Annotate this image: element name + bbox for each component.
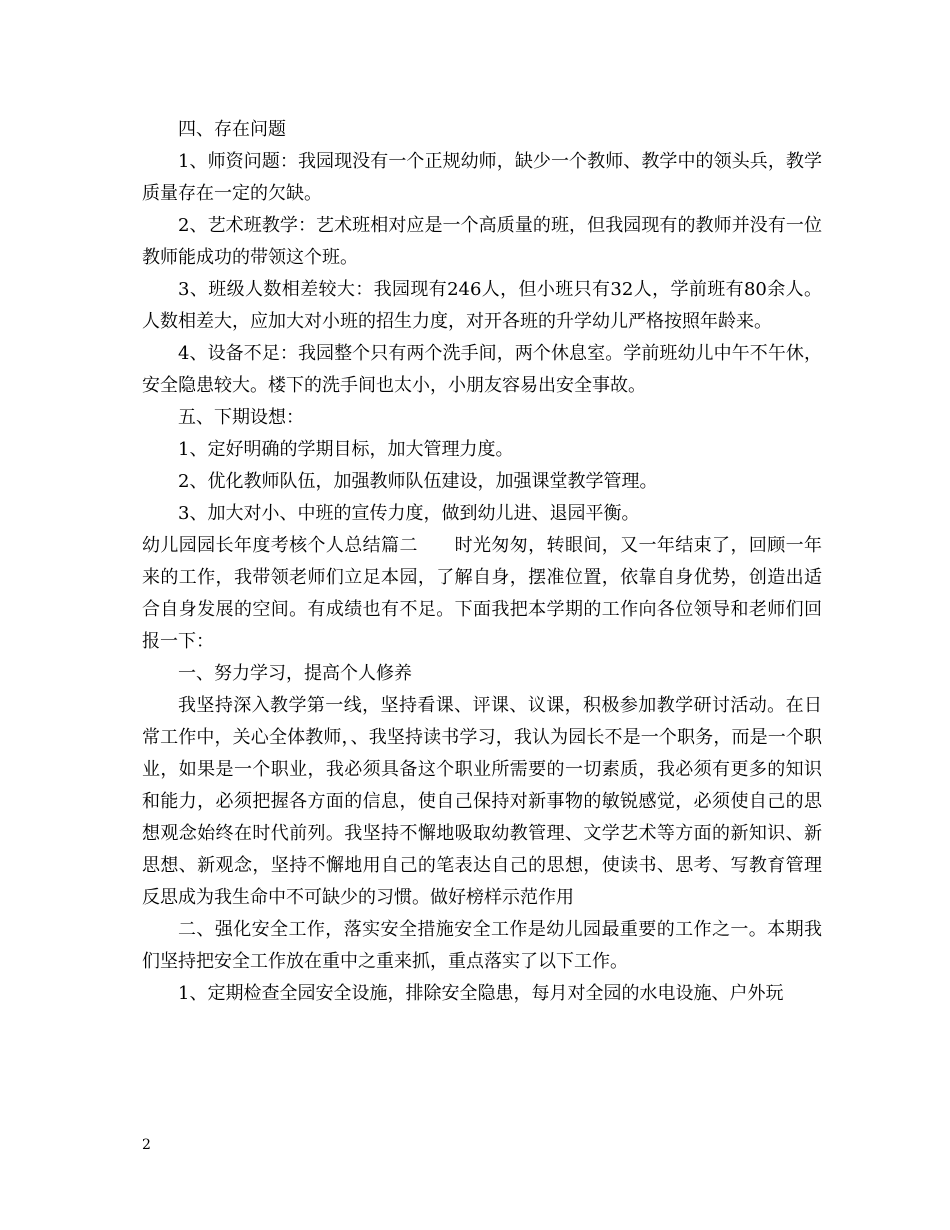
paragraph: 1、定好明确的学期目标，加大管理力度。 <box>178 439 514 460</box>
section-heading-problems: 四、存在问题 <box>178 119 286 140</box>
section-heading-study: 一、努力学习，提高个人修养 <box>178 663 412 684</box>
section-heading-plans: 五、下期设想： <box>178 407 304 428</box>
paragraph: 2、优化教师队伍，加强教师队伍建设，加强课堂教学管理。 <box>178 471 658 492</box>
paragraph: 3、班级人数相差较大：我园现有246人，但小班只有32人，学前班有80余人。人数相差大，应加大对小班的招生力度，对开各班的升学幼儿严格按照年龄来。 <box>142 279 822 332</box>
paragraph: 二、强化安全工作，落实安全措施安全工作是幼儿园最重要的工作之一。本期我们坚持把安全工作放在重中之重来抓，重点落实了以下工作。 <box>142 919 822 972</box>
document-body <box>142 114 822 1010</box>
article-intro-paragraph: 幼儿园园长年度考核个人总结篇二 时光匆匆，转眼间，又一年结束了，回顾一年来的工作，我带领老师们立足本园，了解自身，摆准位置，依靠自身优势，创造出适合自身发展的空间。有成绩也有不足。下面我把本学期的工作向各位领导和老师们回报一下： <box>142 535 822 652</box>
paragraph: 我坚持深入教学第一线，坚持看课、评课、议课，积极参加教学研讨活动。在日常工作中，关心全体教师，、我坚持读书学习，我认为园长不是一个职务，而是一个职业，如果是一个职业，我必须具备这个职业所需要的一切素质，我必须有更多的知识和能力，必须把握各方面的信息，使自己保持对新事物的敏锐感觉，必须使自己的思想观念始终在时代前列。我坚持不懈地吸取幼教管理、文学艺术等方面的新知识、新思想、新观念，坚持不懈地用自己的笔表达自己的思想，使读书、思考、写教育管理反思成为我生命中不可缺少的习惯。做好榜样示范作用 <box>142 695 822 908</box>
paragraph: 1、定期检查全园安全设施，排除安全隐患，每月对全园的水电设施、户外玩 <box>178 983 784 1004</box>
page-number: 2 <box>142 1137 151 1153</box>
paragraph: 1、师资问题：我园现没有一个正规幼师，缺少一个教师、教学中的领头兵，教学质量存在一定的欠缺。 <box>142 151 822 204</box>
paragraph: 3、加大对小、中班的宣传力度，做到幼儿进、退园平衡。 <box>178 503 640 524</box>
paragraph: 2、艺术班教学：艺术班相对应是一个高质量的班，但我园现有的教师并没有一位教师能成功的带领这个班。 <box>142 215 822 268</box>
paragraph: 4、设备不足：我园整个只有两个洗手间，两个休息室。学前班幼儿中午不午休，安全隐患较大。楼下的洗手间也太小，小朋友容易出安全事故。 <box>142 343 822 396</box>
